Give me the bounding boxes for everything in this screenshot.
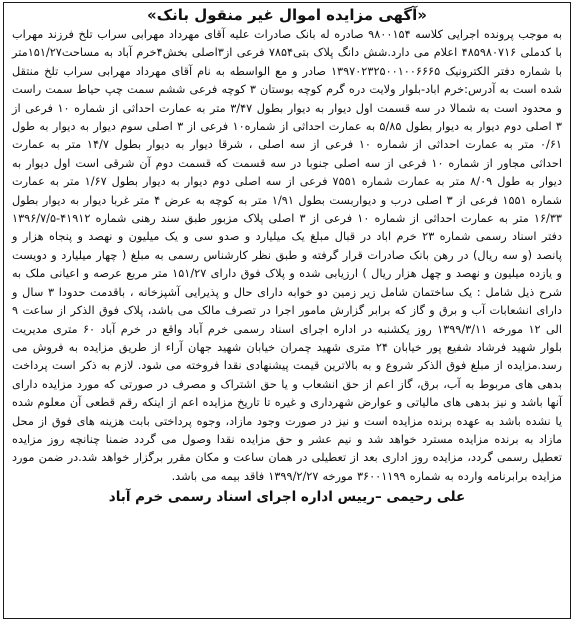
auction-notice <box>3 2 571 619</box>
notice-signature: علی رحیمی –رییس اداره اجرای اسناد رسمی خرم آباد <box>108 489 466 506</box>
notice-body: به موجب پرونده اجرایی کلاسه ۹۸۰۰۱۵۴ صادره له بانک صادرات علیه آقای مهرداد مهرابی سراب تلخ فرزند مهراب با کدملی ۴۸۵۹۸۰۷۱۶ اعلام می دارد.شش دانگ پلاک بتی۷۸۵۴ فرعی از۳اصلی بخش۴خرم آباد به مساحت۱۵۱/۲۷متر با شماره دفتر الکترونیک ۱۳۹۷۰۲۳۲۵۰۰۱۰۰۶۶۶۵ صادر و مع الواسطه به نام آقای مهرداد مهرابی سراب تلخ منتقل شده است به آدرس:خرم اباد-بلوار ولایت دره گرم کوچه بوستان ۳ کوچه فرعی ششم سمت چپ حیاط سمت راست و محدود است به شمالا در سه قسمت اول دیوار به دیوار بطول ۳/۴۷ متر به عمارت احداثی از شماره ۱۰ فرعی از ۳ اصلی دوم دیوار به دیوار بطول ۵/۸۵ به عمارت احداثی از شماره۱۰ فرعی از ۳ اصلی سوم دیوار به دیوار به طول ۰/۶۱ متر به عمارت احداثی از شماره ۱۰ فرعی از سه اصلی ، شرقا دیوار به دیوار بطول ۱۴/۷ متر به عمارت احداثی مجاور از شماره ۱۰ فرعی از سه اصلی جنوبا در سه قسمت که قسمت دوم آن شرقی است اول دیوار به دیوار به طول ۸/۰۹ متر به عمارت شماره ۷۵۵۱ فرعی از سه اصلی دوم دیوار به دیوار بطول ۱/۶۷ متر به عمارت شماره ۱۵۵۱ فرعی از ۳ اصلی درب و دیواربست بطول ۱/۹۱ متر به کوچه به عرض ۴ متر غربا دیوار به دیوار بطول ۱۶/۳۳ متر به عمارت احداثی از شماره ۱۰ فرعی از ۳ اصلی پلاک مزبور طبق سند رهنی شماره ۴۱۹۱۲-۱۳۹۶/۷/۵ دفتر اسناد رسمی شماره ۲۳ خرم اباد در قبال مبلغ یک میلیارد و صدو سی و یک میلیون و نهصد و پنجاه هزار و پانصد (و سه ریال) در رهن بانک صادرات قرار گرفته و طبق نظر کارشناس رسمی به مبلغ ( چهار میلیارد و دویست و یازده میلیون و نهصد و چهل هزار ریال ) ارزیابی شده و پلاک فوق دارای ۱۵۱/۲۷ متر مربع عرصه و اعیانی ملک به شرح ذیل شامل : یک ساختمان شامل زیر زمین دو خوابه دارای حال و پذیرایی آشپزخانه ، باقدمت حدودا ۳ سال و دارای انشعابات آب و برق و گاز که برابر گزارش مامور اجرا در تصرف مالک می باشد، پلاک فوق الذکر از ساعت ۹ الی ۱۲ مورخه ۱۳۹۹/۳/۱۱ روز یکشنبه در اداره اجرای اسناد رسمی خرم آباد واقع در خرم آباد ۶۰ متری مدیریت بلوار شهید فرشاد شفیع پور خیابان ۲۴ متری شهید چمران خیابان شهید جهان آراء از طریق مزایده به فروش می رسد.مزایده از مبلغ فوق الذکر شروع و به بالاترین قیمت پیشنهادی نقدا فروخته می شود. لازم به ذکر است پرداخت بدهی های مربوط به آب، برق، گاز اعم از حق انشعاب و یا حق اشتراک و مصرف در صورتی که مورد مزایده دارای آنها باشد و نیز بدهی های مالیاتی و عوارض شهرداری و غیره تا تاریخ مزایده اعم از اینکه رقم قطعی آن معلوم شده یا نشده باشد به عهده برنده مزایده است و نیز در صورت وجود مازاد، وجوه پرداختی بابت هزینه های فوق از محل مازاد به برنده مزایده مسترد خواهد شد و نیم عشر و حق مزایده نقدا وصول می گردد ضمنا چنانچه روز مزایده تعطیل رسمی گردد، مزایده روز اداری بعد از تعطیلی در همان ساعت و مکان مقرر برگزار خواهد شد.در ضمن مورد مزایده برابرنامه وارده به شماره ۳۶۰۰۱۱۹۹ مورخه ۱۳۹۹/۲/۲۷ فاقد بیمه می باشد. <box>12 28 563 483</box>
notice-title: «آگهی مزایده اموال غیر منقول بانک» <box>147 6 427 24</box>
